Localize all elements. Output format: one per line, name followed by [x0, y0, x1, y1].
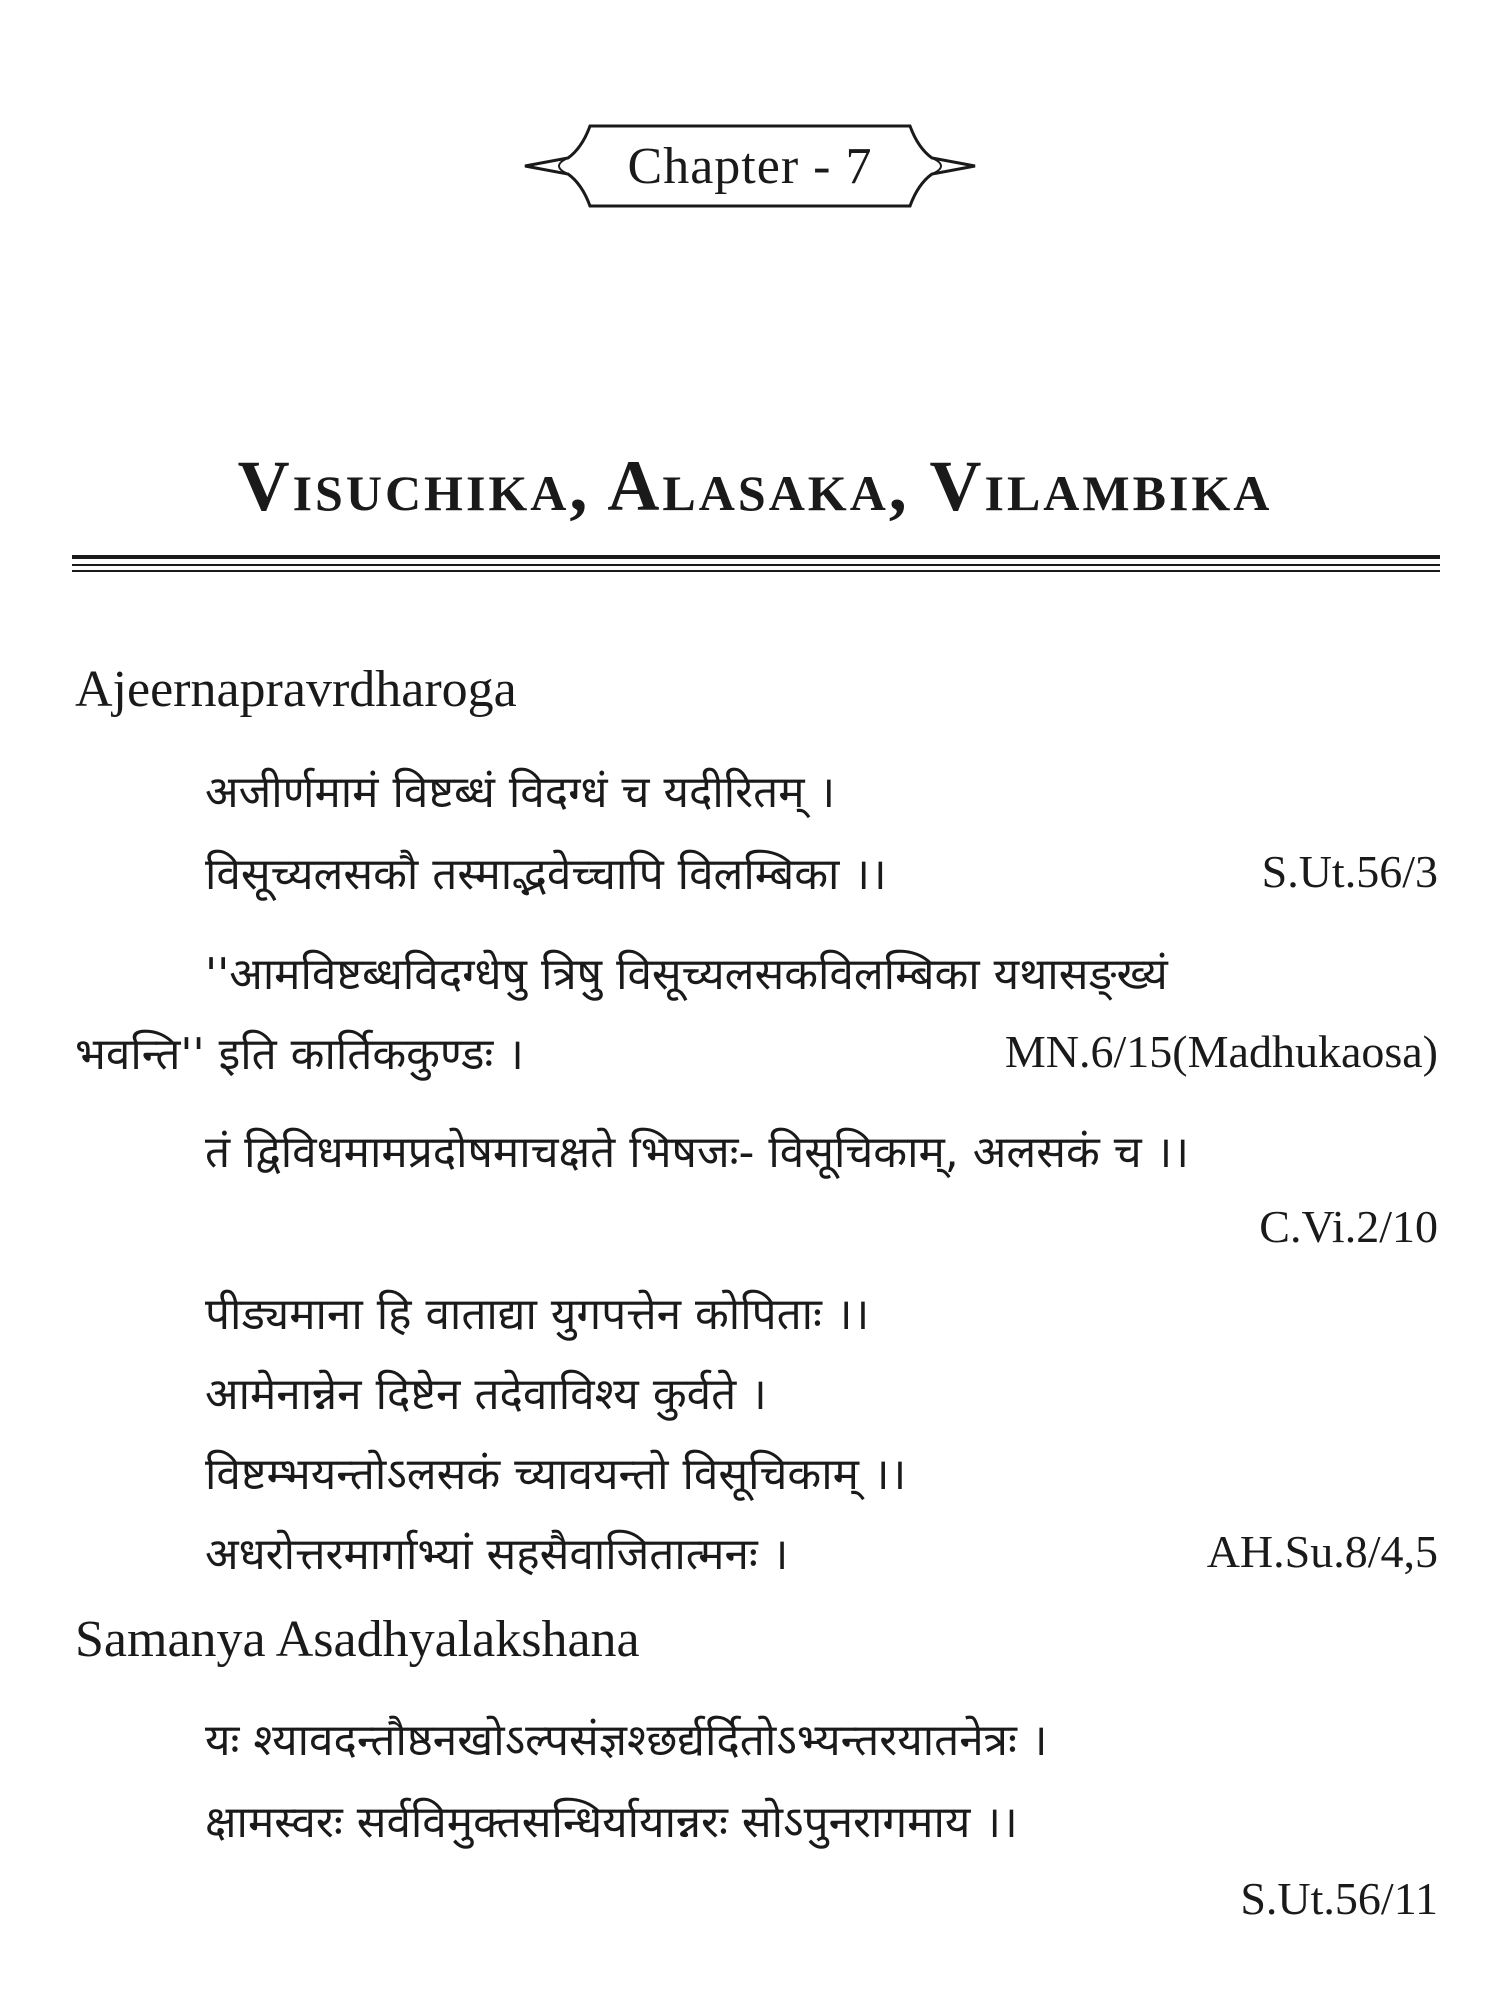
verse-reference: AH.Su.8/4,5 [1206, 1526, 1438, 1577]
verse-line: भवन्ति'' इति कार्तिककुण्डः । [75, 1029, 524, 1080]
verse-line: यः श्यावदन्तौष्ठनखोऽल्पसंज्ञश्छर्द्यर्दितोऽभ्यन्तरयातनेत्रः । [205, 1715, 1048, 1766]
chapter-label: Chapter - 7 [627, 137, 873, 195]
verse-reference: C.Vi.2/10 [1259, 1201, 1438, 1252]
title-rule [72, 564, 1440, 566]
section-heading: Ajeernapravrdharoga [75, 661, 517, 718]
title-rule [72, 555, 1440, 559]
verse-line: अधरोत्तरमार्गाभ्यां सहसैवाजितात्मनः । [205, 1529, 789, 1580]
verse-line: क्षामस्वरः सर्वविमुक्तसन्धिर्यायान्नरः सोऽपुनरागमाय ।। [205, 1797, 1018, 1848]
title-rule [72, 570, 1440, 572]
verse-line: आमेनान्नेन दिष्टेन तदेवाविश्य कुर्वते । [205, 1369, 767, 1420]
chapter-title: Visuchika, Alasaka, Vilambika [237, 446, 1273, 526]
verse-line: अजीर्णमामं विष्टब्धं विदग्धं च यदीरितम् । [205, 767, 836, 818]
verse-line: पीड्यमाना हि वाताद्या युगपत्तेन कोपिताः ।। [205, 1289, 870, 1340]
verse-line: तं द्विविधमामप्रदोषमाचक्षते भिषजः- विसूचिकाम्, अलसकं च ।। [205, 1127, 1190, 1178]
verse-reference: S.Ut.56/3 [1261, 846, 1438, 897]
verse-reference: S.Ut.56/11 [1240, 1873, 1438, 1924]
verse-line: विसूच्यलसकौ तस्माद्भवेच्चापि विलम्बिका ।। [205, 849, 887, 900]
chapter-badge [520, 118, 980, 214]
verse-line: ''आमविष्टब्धविदग्धेषु त्रिषु विसूच्यलसकविलम्बिका यथासङ्ख्यं [205, 949, 1168, 1000]
verse-reference: MN.6/15(Madhukaosa) [1004, 1026, 1438, 1077]
verse-line: विष्टम्भयन्तोऽलसकं च्यावयन्तो विसूचिकाम् ।। [205, 1449, 907, 1500]
section-heading: Samanya Asadhyalakshana [75, 1611, 640, 1668]
